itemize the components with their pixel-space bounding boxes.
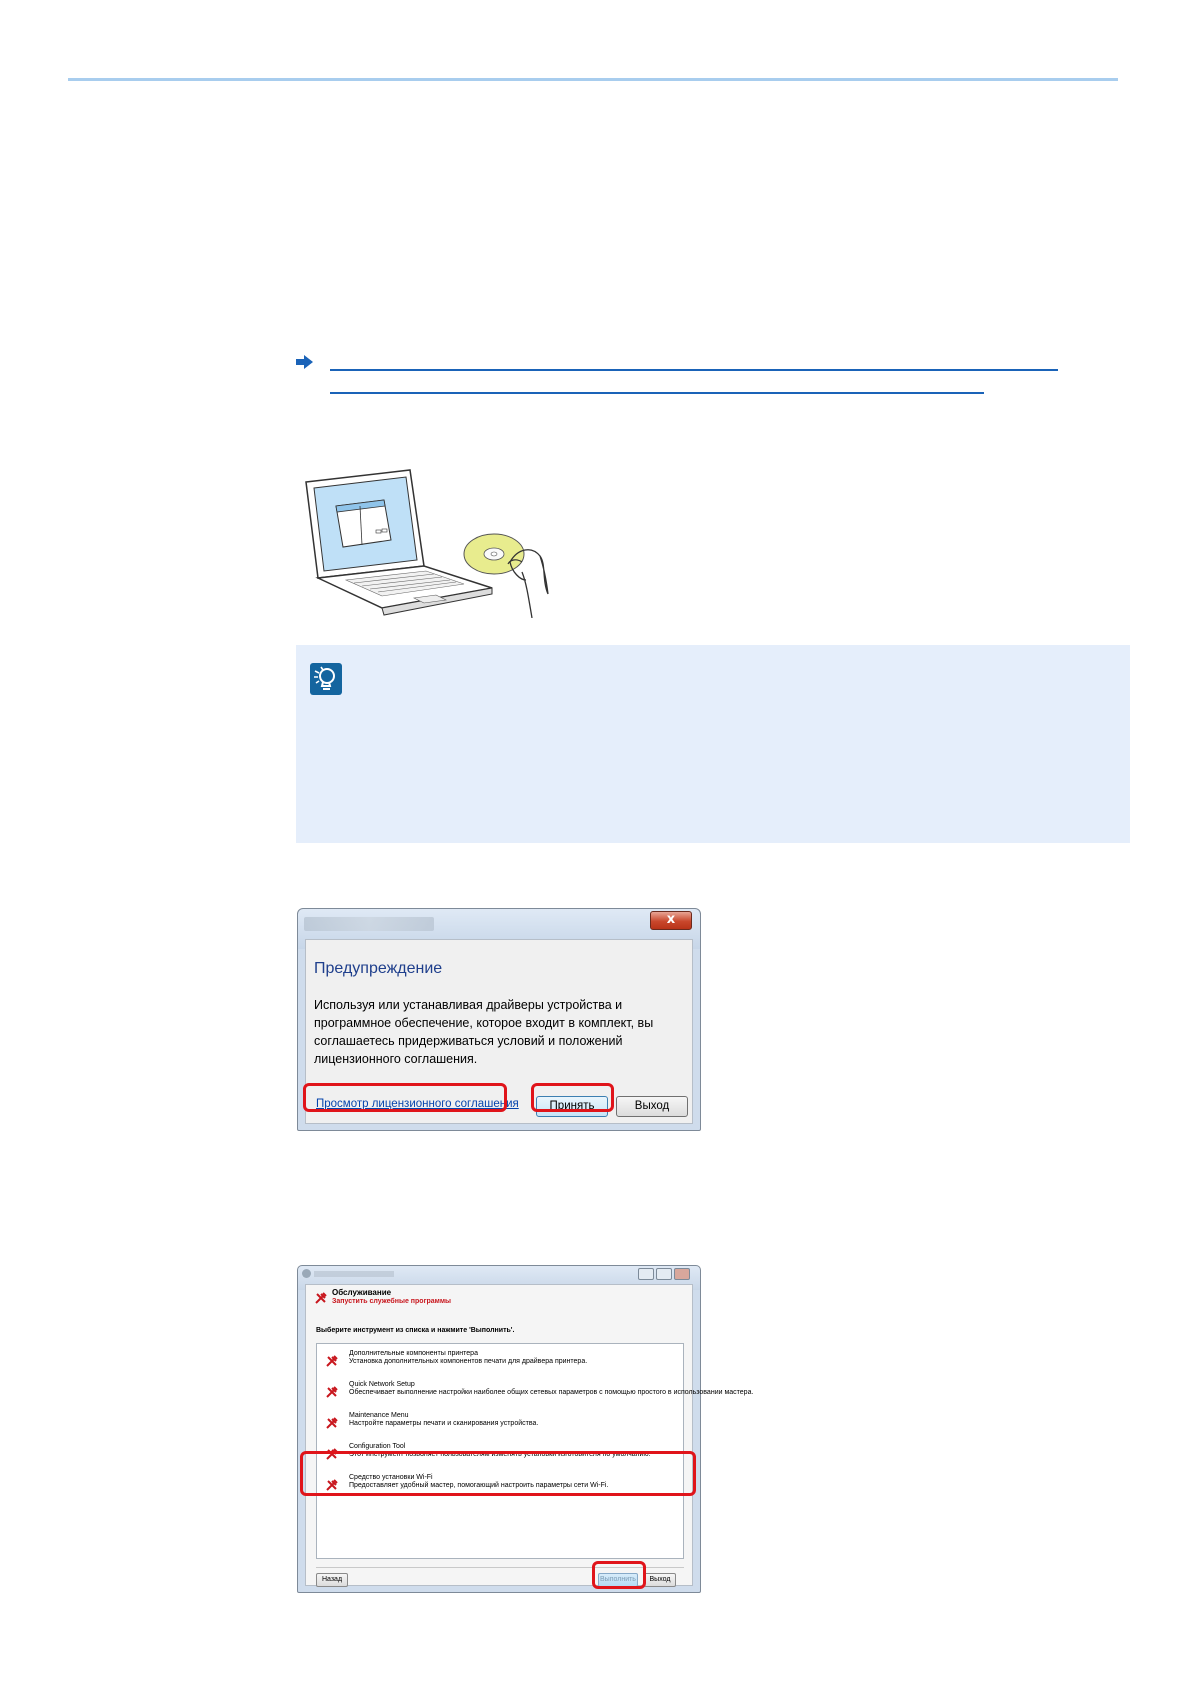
tool-name: Дополнительные компоненты принтера xyxy=(349,1350,478,1357)
dialog-heading: Предупреждение xyxy=(314,960,443,977)
section-subtitle: Запустить служебные программы xyxy=(332,1298,451,1305)
laptop-cd-illustration xyxy=(296,468,566,618)
exit-button[interactable]: Выход xyxy=(616,1096,688,1117)
tool-name: Средство установки Wi-Fi xyxy=(349,1474,433,1481)
tools-icon xyxy=(314,1291,328,1305)
highlight-license-link xyxy=(303,1083,507,1112)
note-box xyxy=(296,645,1130,843)
highlight-wifi-setup xyxy=(300,1451,696,1496)
dialog-title-bar xyxy=(314,1271,394,1277)
instruction-text: Выберите инструмент из списка и нажмите 'Выполнить'. xyxy=(316,1327,515,1334)
tool-description: Обеспечивает выполнение настройки наиболее общих сетевых параметров с помощью простого в использовании мастера. xyxy=(349,1389,754,1396)
tool-description: Этот инструмент позволяет пользователям изменять установки изготовителя по умолчанию. xyxy=(349,1451,651,1458)
tool-name: Configuration Tool xyxy=(349,1443,406,1450)
reference-link-line-1[interactable] xyxy=(330,369,1058,371)
tool-description: Предоставляет удобный мастер, помогающий настроить параметры сети Wi-Fi. xyxy=(349,1482,609,1489)
tools-icon xyxy=(325,1354,339,1368)
run-button[interactable]: Выполнить xyxy=(598,1573,638,1587)
maintenance-dialog xyxy=(297,1265,754,1593)
list-item[interactable] xyxy=(317,1377,754,1407)
tool-description: Настройте параметры печати и сканирования устройства. xyxy=(349,1420,539,1427)
highlight-accept-button xyxy=(531,1083,614,1112)
list-item[interactable] xyxy=(317,1408,683,1438)
view-license-link[interactable]: Просмотр лицензионного соглашения xyxy=(316,1098,519,1110)
exit-button[interactable]: Выход xyxy=(644,1573,676,1587)
close-icon: x xyxy=(666,912,676,927)
minimize-button[interactable] xyxy=(638,1268,654,1280)
accept-button[interactable]: Принять xyxy=(536,1096,608,1117)
dialog-body xyxy=(305,1284,754,1586)
tools-icon xyxy=(325,1385,339,1399)
dialog-title-bar xyxy=(304,917,434,931)
tools-icon xyxy=(325,1416,339,1430)
arrow-right-icon xyxy=(296,355,314,369)
close-button[interactable] xyxy=(650,911,692,930)
app-icon xyxy=(302,1269,311,1278)
license-dialog xyxy=(297,908,701,1131)
tool-name: Maintenance Menu xyxy=(349,1412,409,1419)
list-item[interactable] xyxy=(317,1346,683,1376)
close-button[interactable] xyxy=(674,1268,690,1280)
highlight-run-button xyxy=(592,1561,646,1589)
back-button[interactable]: Назад xyxy=(316,1573,348,1587)
section-title: Обслуживание xyxy=(332,1288,392,1297)
dialog-message: Используя или устанавливая драйверы устройства и программное обеспечение, которое входит в комплект, вы соглашаетесь придерживаться условий и положений лицензионного соглашения. xyxy=(314,998,654,1066)
tool-description: Установка дополнительных компонентов печати для драйвера принтера. xyxy=(349,1358,588,1365)
reference-link-line-2[interactable] xyxy=(330,392,984,394)
tool-name: Quick Network Setup xyxy=(349,1381,415,1388)
lightbulb-hint-icon xyxy=(310,663,342,695)
header-rule xyxy=(68,78,1118,81)
maximize-button[interactable] xyxy=(656,1268,672,1280)
